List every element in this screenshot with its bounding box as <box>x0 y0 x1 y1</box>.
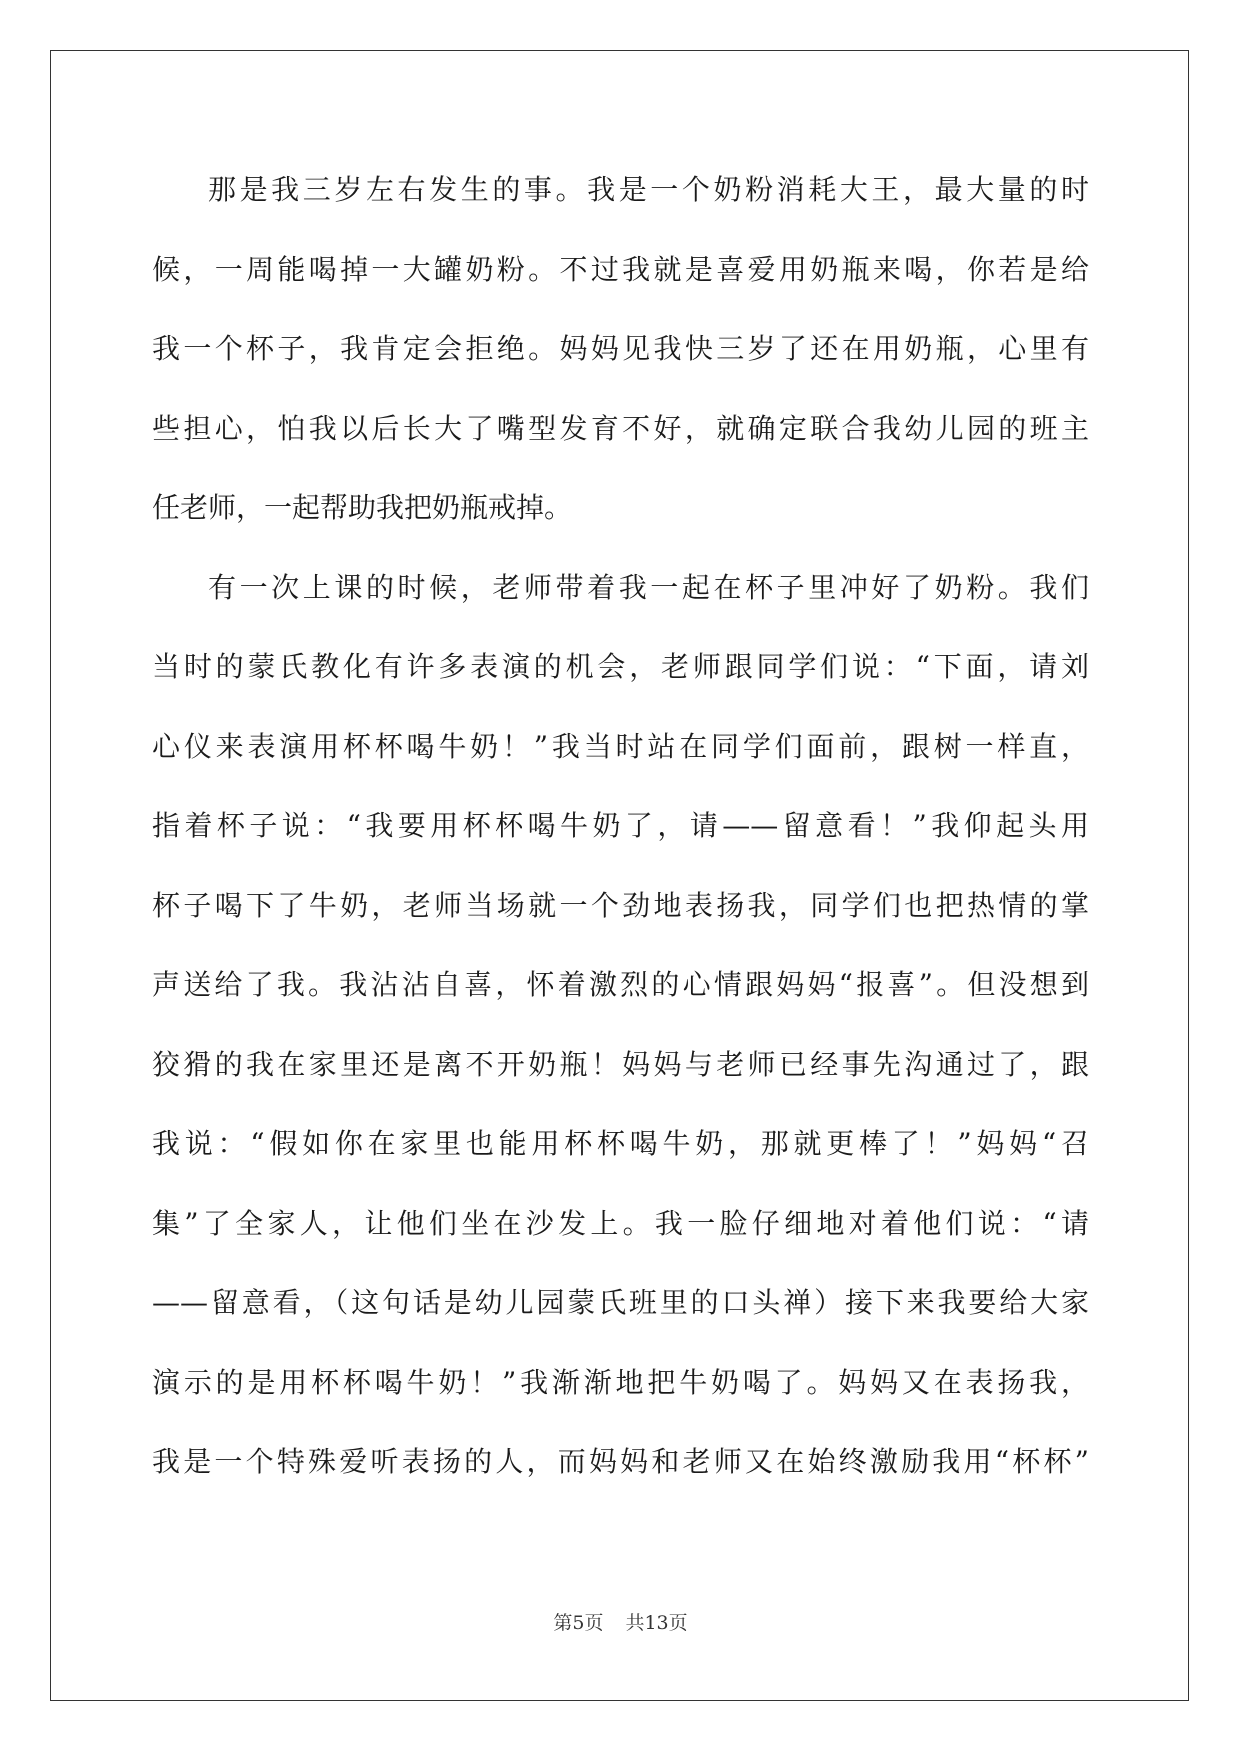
text-line: 狡猾的我在家里还是离不开奶瓶！妈妈与老师已经事先沟通过了，跟 <box>152 1047 1089 1081</box>
paragraph-1 <box>152 150 1089 548</box>
text-line: 我说：“假如你在家里也能用杯杯喝牛奶，那就更棒了！”妈妈“召 <box>152 1127 1089 1160</box>
page-number: 第5页 <box>553 1612 604 1634</box>
text-line: 些担心，怕我以后长大了嘴型发育不好，就确定联合我幼儿园的班主 <box>152 411 1089 445</box>
text-line: 有一次上课的时候，老师带着我一起在杯子里冲好了奶粉。我们 <box>208 570 1089 604</box>
text-line: 任老师，一起帮助我把奶瓶戒掉。 <box>152 491 573 524</box>
text-line: 候，一周能喝掉一大罐奶粉。不过我就是喜爱用奶瓶来喝，你若是给 <box>152 252 1089 286</box>
text-line: 声送给了我。我沾沾自喜，怀着激烈的心情跟妈妈“报喜”。但没想到 <box>152 968 1089 1001</box>
text-line: 当时的蒙氏教化有许多表演的机会，老师跟同学们说：“下面，请刘 <box>152 650 1089 683</box>
text-line: 心仪来表演用杯杯喝牛奶！”我当时站在同学们面前，跟树一样直， <box>152 729 1089 763</box>
page-footer <box>0 1608 1241 1635</box>
document-body <box>152 150 1089 1502</box>
text-line: 杯子喝下了牛奶，老师当场就一个劲地表扬我，同学们也把热情的掌 <box>152 888 1089 922</box>
text-line: 我是一个特殊爱听表扬的人，而妈妈和老师又在始终激励我用“杯杯” <box>152 1445 1089 1478</box>
text-line: 那是我三岁左右发生的事。我是一个奶粉消耗大王，最大量的时 <box>208 173 1089 206</box>
text-line: ——留意看，（这句话是幼儿园蒙氏班里的口头禅）接下来我要给大家 <box>152 1286 1089 1319</box>
paragraph-2 <box>152 548 1089 1502</box>
page-total: 共13页 <box>625 1612 688 1634</box>
text-line: 指着杯子说：“我要用杯杯喝牛奶了，请——留意看！”我仰起头用 <box>152 809 1089 842</box>
text-line: 我一个杯子，我肯定会拒绝。妈妈见我快三岁了还在用奶瓶，心里有 <box>152 332 1089 365</box>
text-line: 集”了全家人，让他们坐在沙发上。我一脸仔细地对着他们说：“请 <box>152 1206 1089 1240</box>
text-line: 演示的是用杯杯喝牛奶！”我渐渐地把牛奶喝了。妈妈又在表扬我， <box>152 1365 1089 1399</box>
